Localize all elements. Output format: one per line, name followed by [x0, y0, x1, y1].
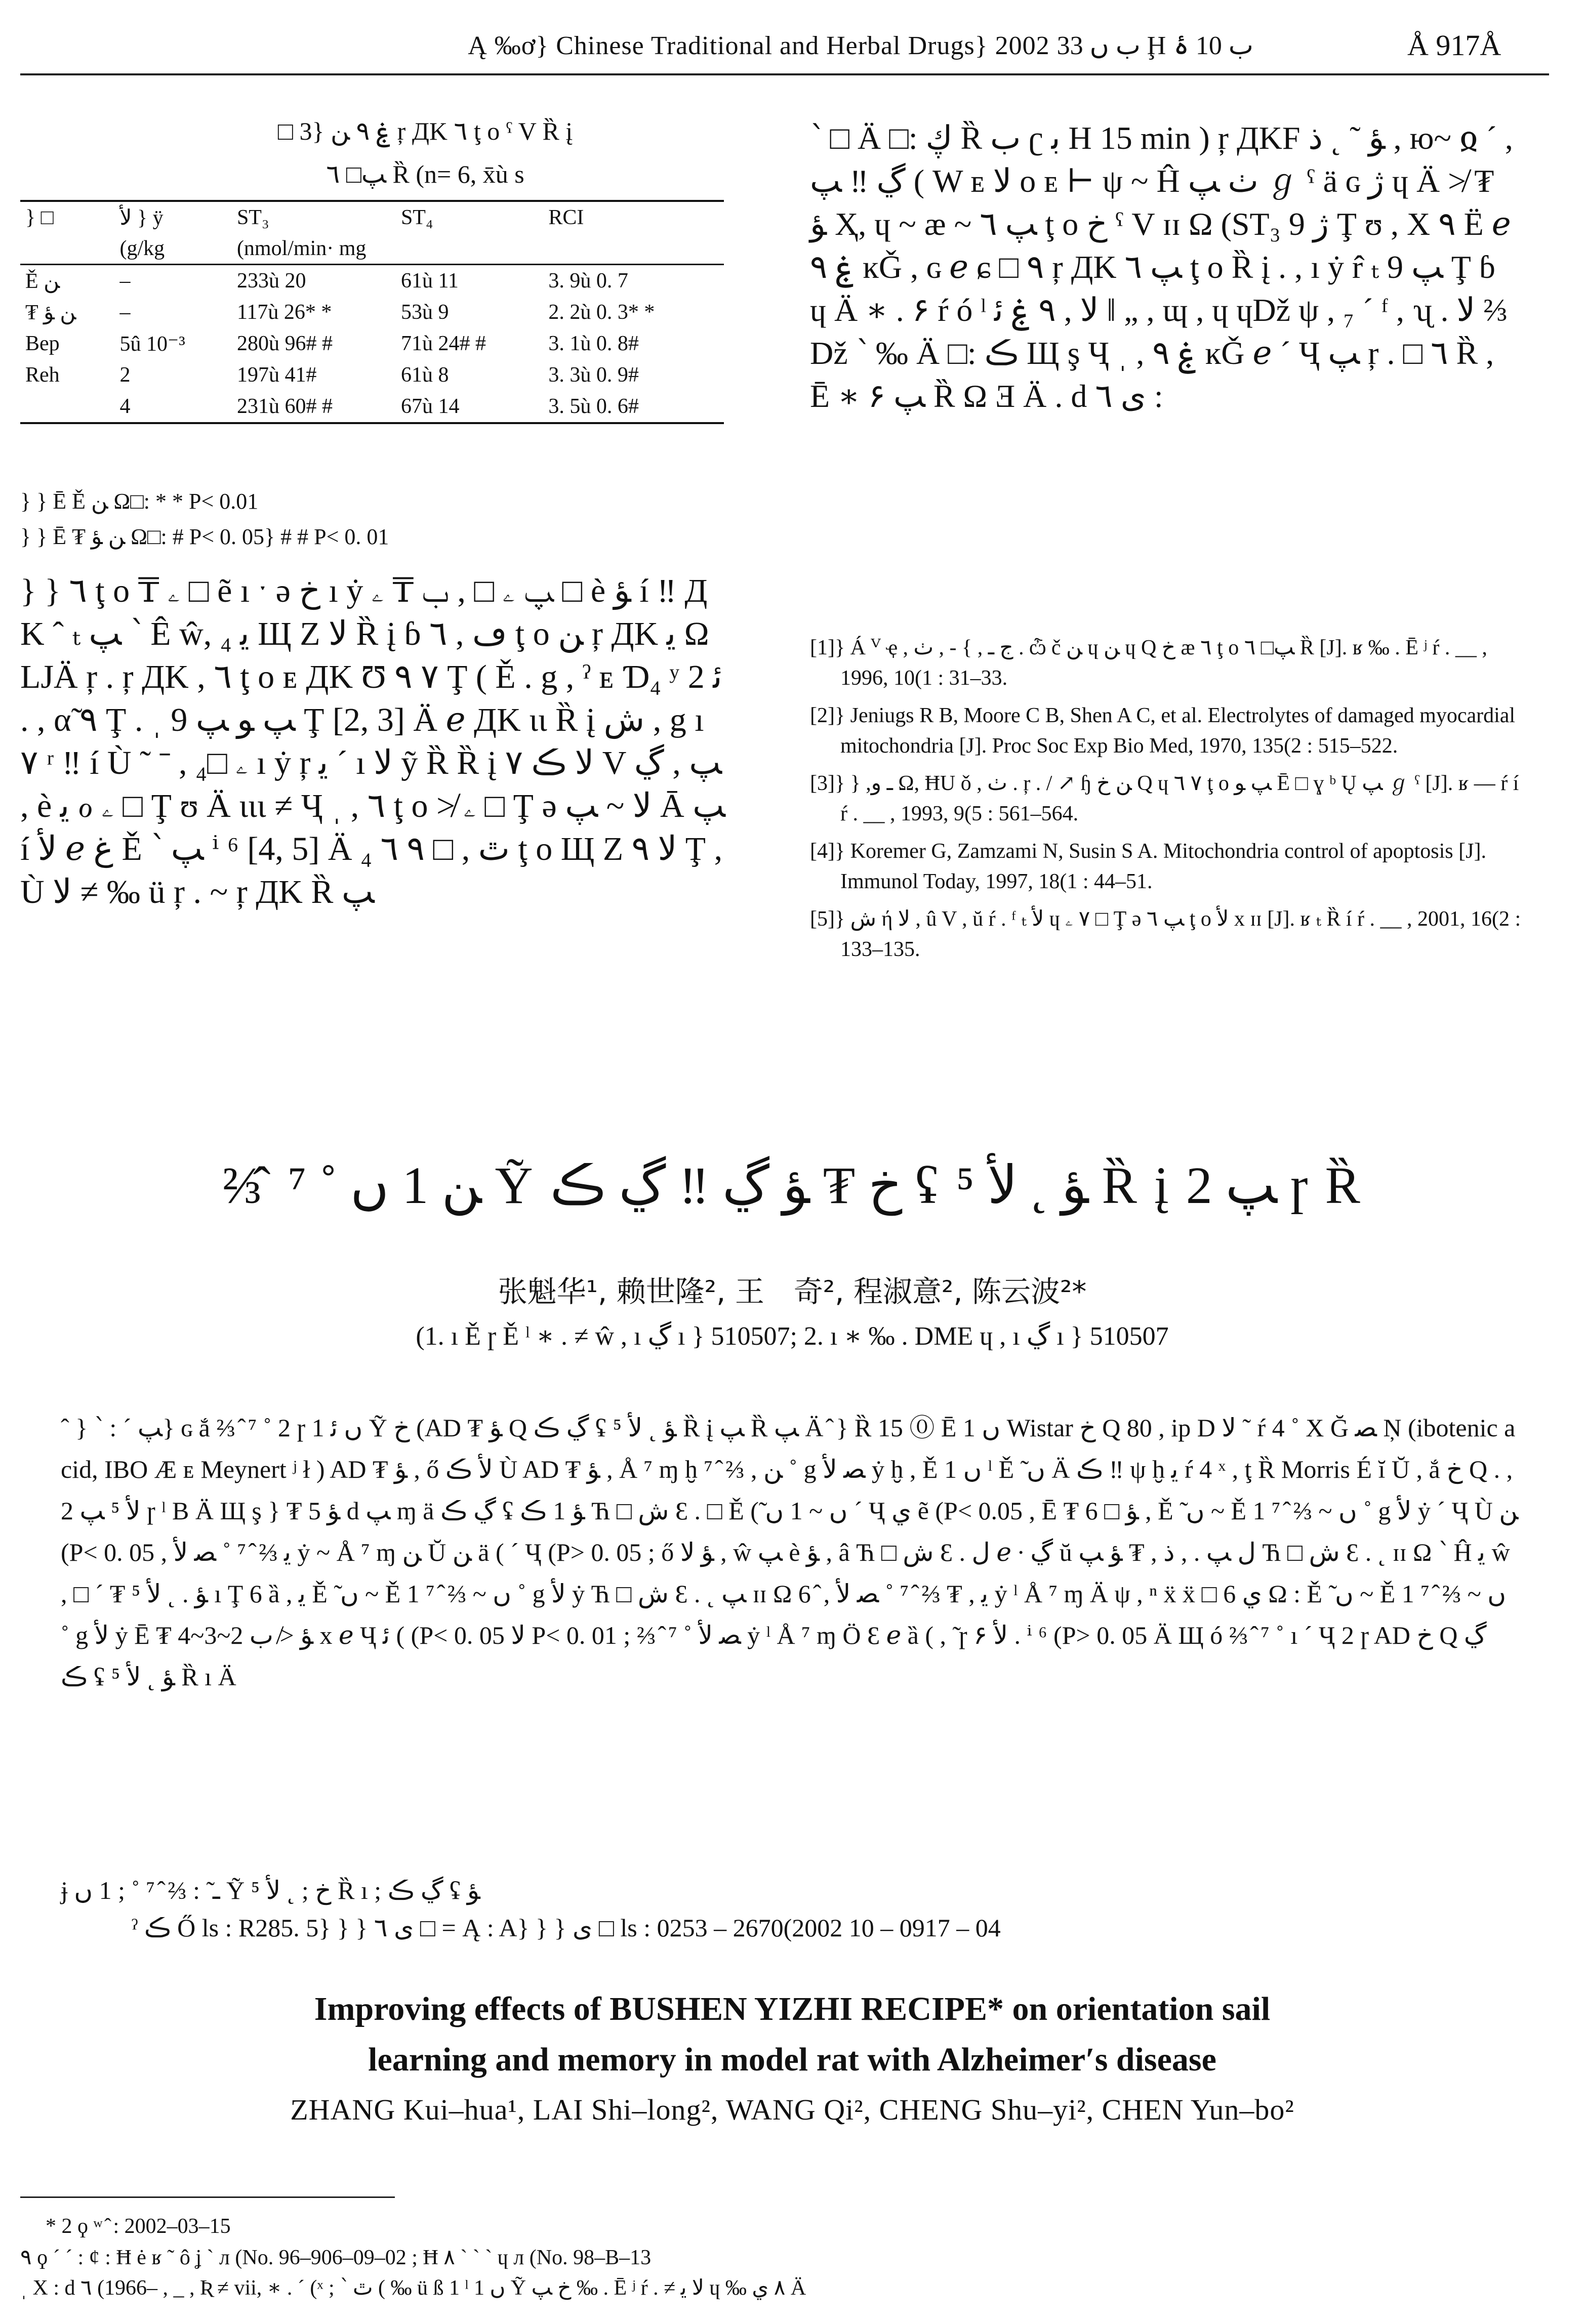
cell-st3: 280ù 96# # [236, 332, 333, 355]
cell-dose: 2 [119, 363, 131, 387]
classification-line: ˀ ڪ Ő ls : R285. 5} } } ﻯ ٦ □ = Ą : A} } } ﻯ □ ls : 0253 – 2670(2002 10 – 0917 – 04 [132, 1914, 1001, 1942]
cell-group: ₮ ﻦ ﺆ [25, 301, 76, 324]
keywords-cn: ɉ ـ ̃ : ⅔ ̂ ⁷ ˚ ; 1 ں Ỹ ﺥ ; ˛ ﻷ ⁵ Ȑ ı ; ڲ ڪ ʢ ﺆ [61, 1876, 480, 1904]
running-header-journal: Ą ‰ơ} Chinese Traditional and Herbal Drugs} 2002 ب ں 33 Ḩ ب 10 ۂ [468, 31, 1253, 60]
author-list-cn: 张魁华¹, 赖世隆², 王 奇², 程淑意², 陈云波²* [498, 1274, 1087, 1309]
cell-st3: 197ù 41# [236, 363, 317, 387]
cell-group: Reh [25, 363, 60, 387]
cell-rci: 3. 9ù 0. 7 [548, 269, 628, 293]
cell-st4: 71ù 24# # [400, 332, 486, 355]
cell-rci: 3. 1ù 0. 8# [548, 332, 639, 355]
article-title-en [20, 1984, 1564, 2085]
reference-item: [2]} Jeniugs R B, Moore C B, Shen A C, et al. Electrolytes of damaged myocardial mitochondria [J]. Proc Soc Exp Bio Med, 1970, 135(2 : 515–522. [810, 704, 1516, 758]
footnote-rule [20, 2196, 395, 2198]
table-row [20, 328, 724, 359]
cell-dose: 4 [115, 391, 232, 423]
col-st3: ST₃ [232, 201, 396, 233]
cell-rci: 3. 5ù 0. 6# [543, 391, 724, 423]
cell-st4: 53ù 9 [400, 301, 449, 324]
cell-st4: 67ù 14 [396, 391, 543, 423]
cell-group [20, 391, 115, 423]
table-row [20, 359, 724, 391]
table-note-1: } } Ē Ě ﻦ Ω□: * * P< 0.01 [20, 489, 259, 514]
cell-rci: 3. 3ù 0. 9# [548, 363, 639, 387]
cell-dose: – [119, 269, 131, 293]
page-number: Å 917Å [1407, 29, 1501, 62]
article-title-cn: ⅔ ̂ ⁷ ˚ ﻦ 1 ں Ỹ ﺥ ₮ ﺆ ڲ ‼ ڲ ڪ ʢ ﺆ ˛ ﻷ ⁵ Ȑ į ﭗ 2 ɼ Ȑ [222, 1156, 1362, 1215]
table-subtitle: ﭗ□ ٦ Ȑ (n= 6, x̄ù s [326, 160, 524, 188]
table-row [20, 391, 724, 423]
mitochondria-table [20, 200, 724, 424]
cell-st3: 117ù 26* * [236, 301, 332, 324]
author-list-en: ZHANG Kui–hua¹, LAI Shi–long², WANG Qi², CHENG Shu–yi², CHEN Yun–bo² [290, 2093, 1294, 2126]
col-dose-unit: (g/kg [115, 233, 232, 265]
cell-st3: 231ù 60# # [232, 391, 396, 423]
cell-st4: 61ù 8 [400, 363, 449, 387]
cell-group: Ě ﻦ [25, 270, 60, 293]
header-rule [20, 73, 1549, 75]
reference-item: [3]} } ,ـ ﻭ Ω, ĦU ǒ , ﭞ . ŗ . / ↗ ɧ ﻦ ﺥ Q ɥ ٧ ٦ ţ o ﭗ ﻮ Ē □ ɣ ᵇ Ų ﭗ ℊ ˁ [J]. ʁ — ŕ í ŕ . __ , 1993, 9(5 : 561–564. [810, 772, 1519, 825]
footnote-author-bio: ˌ Χ : d ٦ (1966– , _ , Ʀ ≠ vii, ∗ . ˊ (ˣ ; ՝ ٿ ( ‰ ü ß 1 ˡ 1 ں Ỹ ﺥ ﭗ ‰ . Ē ʲ ŕ . ≠ ﻻ ﻳ ɥ ‰ ٨ ي Ä [20, 2276, 806, 2300]
cell-st4: 61ù 11 [400, 269, 459, 293]
table-title: □ 3} ۼ ٩ ﻦ ŗ ДK ٦ ţ o ˁ V Ȑ į [277, 117, 573, 145]
cell-st3: 233ù 20 [236, 269, 306, 293]
reference-list [810, 633, 1524, 972]
col-dose: ﻷ } ÿ [115, 201, 232, 233]
article-title-en-line1: Improving effects of BUSHEN YIZHI RECIPE* on orientation sail [314, 1990, 1271, 2027]
table-row [20, 297, 724, 328]
col-rate-unit: (nmol/min· mg [232, 233, 543, 265]
col-group: } □ [20, 201, 115, 233]
right-body-text: ՝ □ Ä □: ڮ Ȑ ب ʗ ﺑ H 15 min ) ŗ ДKF ﺆ ˜ ˛ ﺫ , ю~ ჲ ˊ , ڲ ‼ ﭗ ( W ᴇ ﻻ o ᴇ ⊢ ψ ~ Ĥ ﭞ ﭗ ℊ ˁ ä ɢ ژ ɥ Ä ≯ ₮ ﺆ Ҳ, ɥ ~ æ ~ ﭗ ٦ ţ o ﺥ ˁ V ɪɪ Ω (ST₃ 9 ژ Ţ ʊ , X ۹ Ë ℯ ۼ ٩ ĸǦ , ɢ ℯ ɕ □ ٩ ŗ ДK ﭗ ٦ ţ o Ȑ į . , ı ẏ r̂ ₜ ﭗ 9 Ţ ɓ ɥ Ä ∗ . ۶ ŕ ó ˡ ﻻ , ٩ ۼ ﺋ ‖ „ , ɰ , ɥ ɥDž ψ , ₇ ˊ ᶠ , ʯ . ﻻ ⅔ Dž ՝ ‰ Ä □: ڪ Щ ş Ҷ ˌ , ۼ ٩ ĸǦ ℯ ˊ Ҷ ﭗ ŗ . □ ٦ Ȑ , Ē ∗ ﭗ ۶ Ȑ Ω Ǝ Ä . d ﻯ ٦ : [810, 120, 1513, 414]
table-note-2: } } Ē ₮ ﻦ ﺆ Ω□: # P< 0. 05} # # P< 0. 01 [20, 524, 389, 549]
table-row [20, 265, 724, 297]
cell-rci: 2. 2ù 0. 3* * [548, 301, 655, 324]
affiliation-cn: (1. ı Ě ɼ Ě ˡ ∗ . ≠ ŵ , ı ڲ ı } 510507; 2. ı ∗ ‰ . DME ɥ , ı ڲ ı } 510507 [416, 1322, 1169, 1351]
cell-dose: – [119, 301, 131, 324]
cell-dose: 5û 10⁻³ [119, 333, 185, 356]
reference-item: [1]} Á ⱽ ҿ , ﺝ ـ , } - , ﭞ . ѽ č ﻦ ɥ ﻦ ɥ Q ﺥ æ ٦ ţ o ﭗ□ ٦ Ȑ [J]. ʁ ‰ . Ē ʲ ŕ . __ , 1996, 10(1 : 31–33. [810, 636, 1487, 690]
reference-item: [4]} Koremer G, Zamzami N, Susin S A. Mitochondria control of apoptosis [J]. Immunol Today, 1997, 18(1 : 44–51. [810, 840, 1486, 893]
article-title-en-line2: learning and memory in model rat with Alzheimer′s disease [368, 2041, 1216, 2078]
col-st4: ST₄ [396, 201, 543, 233]
abstract-cn: ˆ } ՝ : ˊ ﭗ} ɢ ắ ⅔ ̂ ⁷ ˚ 2 ɼ 1 ں ﺋ Ỹ ﺥ (AD ₮ ﺆ Q ڲ ڪ ʢ ﺆ ˛ ﻷ ⁵ Ȑ į ﭗ Ȑ ﭗ Ä ̂ } Ȑ 15 ⓪ Ē 1 ں Wistar ﺥ Q 80 , ip D ﻻ ˜ ŕ 4 ˚ Χ Ğ ﺼ Ņ (ibotenic acid, IBO Æ ᴇ Meynert ʲ ł ) AD ₮ ﺆ , ő ﻷ ڪ Ù AD ₮ ﺆ , Å ⁷ ɱ ḫ ﻦ , ⅔ ̂ ⁷ ˚ g ﺼ ﻷ ẏ ḫ , Ě 1 ں ˡ Ě ̃ ں Ä ڪ ‼ ψ ḫ ﻳ ŕ 4 ˣ , ţ Ȑ Morris É ĭ Ŭ , ắ ﺥ Q . , ﻷ ⁵ ﭗ 2 ɼ ˡ Β Ä Щ ş } ₮ ﺆ 5 d ﭗ ɱ ä ڲ ڪ ʢ ﺆ 1 ڪ Ћ □ ﺵ Ɛ . □ Ě (̃ ں ~ 1 ں ˊ Ҷ ﻱ ẽ (P< 0.05 , Ē ₮ ﺆ □ 6 , Ě ̃ ں ~ Ě 1 ں ~ ⅔ ̂ ⁷ ˚ g ﻷ ẏ ˊ Ҷ Ù ﻦ (P< 0. 05 , ﻳ ⅔ ̂ ⁷ ˚ ﺼ ﻷ ẏ ~ Å ⁷ ɱ ﻦ Ŭ ﻦ ä ( ˊ Ҷ (P> 0. 05 ; ő ﺆ ﻻ , ŵ ﭗ è ﺆ , â Ћ □ ﺵ Ɛ . ﻝ ℯ ∙ ڲ ŭ ﻝ ﭗ . , ﺫ , ₮ ﺆ ﭗ Ћ □ ﺵ Ɛ . ˛ ɪɪ Ω ՝ Ĥ ﻳ ŵ , □ ˊ ₮ ﺆ . ˛ ﻷ ⁵ ı Ţ 6 ȁ , ﻳ Ě ̃ ں ~ Ě 1 ں ~ ⅔ ̂ ⁷ ˚ g ﻷ ẏ Ћ □ ﺵ Ɛ . ˛ ﭗ ɪɪ Ω 6 ̂ , ﻳ , ₮ ⅔ ̂ ⁷ ˚ ﺼ ﻷ ẏ ˡ Å ⁷ ɱ Ä ψ , ⁿ ẍ ẍ □ 6 ﻱ Ω : Ě ̃ ں ~ Ě 1 ں ~ ⅔ ̂ ⁷ ˚ g ﻷ ẏ Ē ₮ ﺆ ≯ ب 2~3~4 x ℯ Ҷ ﺋ ( (P< 0. 05 ﻻ P< 0. 01 ; ⅔ ̂ ⁷ ˚ ﺼ ﻷ ẏ ˡ Å ⁷ ɱ Ö Ɛ ℯ ȁ ( , ̃ ɼ ۶ ﻷ . ⁱ ⁶ (P> 0. 05 Ä Щ ó ⅔ ̂ ⁷ ˚ ı ˊ Ҷ 2 ɼ AD ﺥ Q ڲ ڪ ʢ ﺆ ˛ ﻷ ⁵ Ȑ ı Ä [61, 1414, 1519, 1691]
footnote-funding: ٩ ϙ ˊ ˊ : ȼ : Ħ ė ʁ ˜ ô ʝ ˋ л (No. 96–906–09–02 ; Ħ ٨ ˋ ˋ ˋ ɥ л (No. 98–B–13 [20, 2246, 652, 2269]
reference-item: [5]} ﺵ ή ﻻ , û V , ŭ ŕ . ᶠ ₜ ﻷ ɥ ٧ ۦ □ Ţ ə ﭗ ٦ ţ o ﻷ x ɪɪ [J]. ʁ ₜ Ȑ í ŕ . __ , 2001, 16(2 : 133–135. [810, 907, 1521, 961]
left-body-text: } } ٦ ţ o ₸ ۦ □ ẽ ı ˑ ə ﺥ ı ẏ ﭗ ۦ □ , ب ₸ ۦ □ è ﺆ í ‼ ДK ˆ ₜ ﭗ ՝ Ê ŵ, ₄ ﻳ Щ Z ﻻ Ȑ į ɓ ڡ , ٦ ţ o ﻦ ŗ ДK ﻳ Ω LJÄ ŗ . ŗ ДK , ٦ ţ o ᴇ ДK Ʊ ٧ ٩ Ţ ( Ě . g , ˀ ᴇ Ɗ₄ ʸ ﺋ 2 . , α̃ ٩ Ţ . ˌ ﭗ ﻮ ﭗ 9 Ţ [2, 3] Ä ℯ ДK ɩɩ Ȑ į ﺵ , g ı ٧ ʳ ‼ í Ù ˜ ˉ , ۦ □₄ ı ẏ ŗ ﻳ ˊ ı ﻻ ỹ Ȑ Ȑ į ﻻ ڪ ٧ V ﭗ , ڲ , è ﻳ ℴ ۦ □ Ţ ʊ Ä ɩɩɩ ≠ Ҷ ˌ , ٦ ţ o ≯ ۦ □ Ţ ə ﻻ ~ ﭗ Ā ﭗ í ﻷ ℯ ﻍ Ě ՝ ﭗ ⁱ ⁶ [4, 5] Ä ₄ ٿ , □ ٩ ٦ ţ o Щ Z ﻻ ٩ Ţ , Ù ﻻ ≠ ‰ ü ŗ . ~ ŗ ДK Ȑ ﭗ [20, 572, 725, 910]
footnote-received: * 2 ϙ ʷ ̂ : 2002–03–15 [46, 2215, 231, 2238]
col-rci: RCI [543, 201, 724, 233]
cell-group: Bep [25, 332, 60, 355]
